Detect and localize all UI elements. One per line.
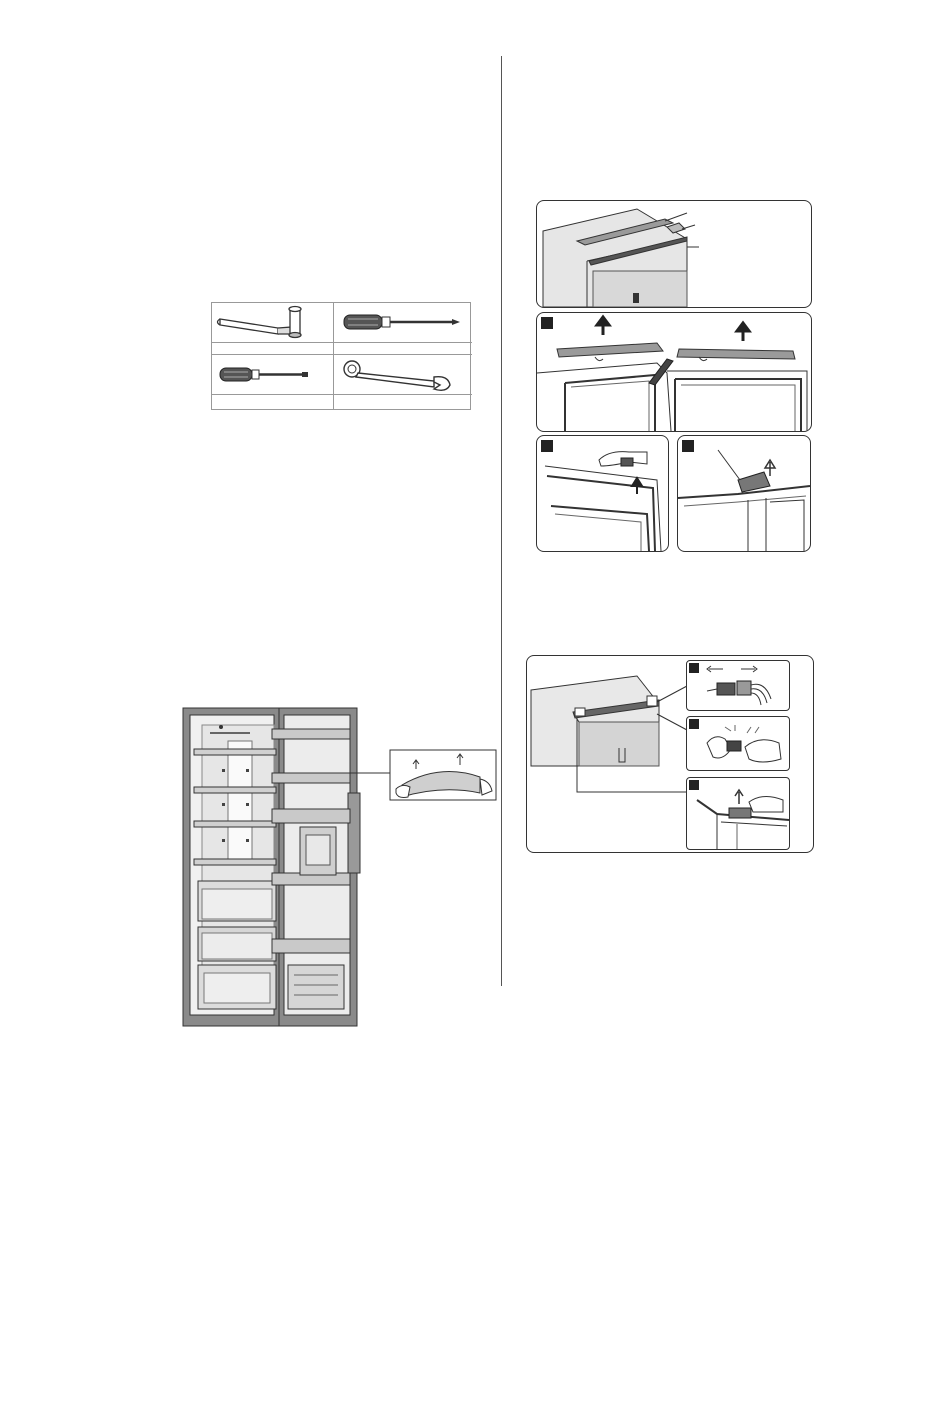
step-marker (689, 780, 699, 790)
tool-cell-combination-spanner (334, 355, 472, 395)
open-refrigerator-figure (180, 703, 500, 1033)
connector-unplug-icon (687, 661, 789, 710)
hinge-cover-overview-panel (536, 200, 812, 308)
cable-release-icon (687, 717, 789, 770)
tool-cell-socket-wrench (212, 303, 334, 343)
hinge-remove-icon (687, 778, 789, 849)
step-marker (541, 317, 553, 329)
wiring-step-panel-2 (686, 716, 790, 771)
tool-label-cell (212, 343, 334, 355)
step-marker (682, 440, 694, 452)
tools-table (211, 302, 471, 410)
hand-lift-cap-icon (537, 436, 668, 551)
hinge-step-panel-right (677, 435, 811, 552)
step-marker (689, 719, 699, 729)
hinge-step-panel-left (536, 435, 669, 552)
hinge-lift-icon (678, 436, 810, 551)
tool-cell-phillips-screwdriver (334, 303, 472, 343)
step-marker (689, 663, 699, 673)
phillips-screwdriver-icon (334, 303, 470, 341)
tool-cell-flat-screwdriver (212, 355, 334, 395)
step-marker (541, 440, 553, 452)
cover-removal-panel (536, 312, 812, 432)
tool-label-cell (334, 395, 472, 409)
flat-screwdriver-icon (212, 355, 332, 393)
tool-label-cell (334, 343, 472, 355)
top-hinge-cover-icon (537, 201, 811, 307)
combination-spanner-icon (334, 355, 470, 393)
wiring-step-panel-3 (686, 777, 790, 850)
wiring-step-panel-1 (686, 660, 790, 711)
socket-wrench-icon (212, 303, 332, 341)
tool-label-cell (212, 395, 334, 409)
column-divider (501, 56, 502, 986)
cover-lift-arrows-icon (537, 313, 811, 431)
open-refrigerator-icon (180, 703, 500, 1033)
